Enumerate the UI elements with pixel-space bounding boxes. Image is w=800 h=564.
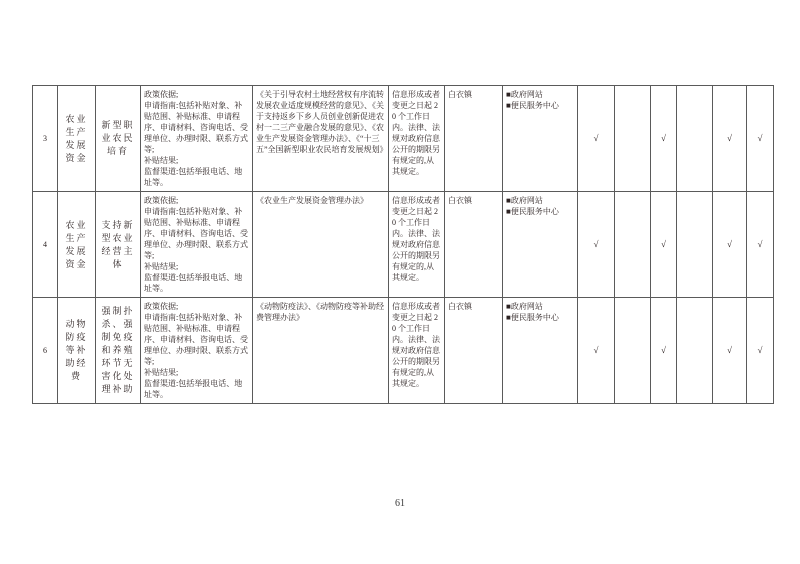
content-line: 政策依据; (144, 302, 179, 311)
disclosure-subject-cell: 白衣镇 (445, 298, 503, 404)
policy-basis-cell: 《动物防疫法》、《动物防疫等补助经费管理办法》 (253, 298, 389, 404)
table-row (33, 192, 774, 298)
row-number-cell: 4 (33, 192, 58, 298)
time-limit-cell: 信息形成或者变更之日起 20 个工作日内。法律、法规对政府信息公开的期限另有规定的,从其规定。 (389, 298, 445, 404)
disclosure-channel-cell (503, 192, 578, 298)
content-line: 补贴结果; (144, 368, 179, 377)
policy-basis-cell: 《农业生产发展资金管理办法》 (253, 192, 389, 298)
check-cell: √ (651, 86, 677, 192)
check-cell (677, 192, 713, 298)
subsidy-item-cell: 强制扑杀、强制免疫和养殖环节无害化处理补助 (96, 298, 141, 404)
row-number-cell: 3 (33, 86, 58, 192)
table-row (33, 86, 774, 192)
disclosure-subject-cell: 白衣镇 (445, 192, 503, 298)
fund-category-cell: 农业生产发展资金 (58, 86, 96, 192)
channel-government-website: ■政府网站 (506, 90, 543, 99)
check-cell: √ (713, 192, 747, 298)
channel-service-center: ■便民服务中心 (506, 207, 559, 216)
content-line: 补贴结果; (144, 156, 179, 165)
check-cell: √ (747, 298, 774, 404)
disclosure-channel-cell (503, 298, 578, 404)
check-cell (615, 192, 651, 298)
fund-category-cell: 农业生产发展资金 (58, 192, 96, 298)
check-cell: √ (578, 298, 615, 404)
check-cell: √ (651, 298, 677, 404)
content-line: 申请指南:包括补贴对象、补贴范围、补贴标准、申请程序、申请材料、咨询电话、受理单位、办理时限、联系方式等; (144, 207, 248, 260)
check-cell (677, 86, 713, 192)
policy-basis-cell: 《关于引导农村土地经营权有序流转发展农业适度规模经营的意见》、《关于支持返乡下乡人员创业创新促进农村一二三产业融合发展的意见》、《农业生产发展资金管理办法》、《“十三五”全国新型职业农民培育发展规划》 (253, 86, 389, 192)
channel-government-website: ■政府网站 (506, 302, 543, 311)
content-line: 政策依据; (144, 90, 179, 99)
disclosure-channel-cell (503, 86, 578, 192)
table-row (33, 298, 774, 404)
check-cell: √ (578, 86, 615, 192)
disclosure-content-cell (141, 86, 253, 192)
disclosure-subject-cell: 白衣镇 (445, 86, 503, 192)
content-line: 申请指南:包括补贴对象、补贴范围、补贴标准、申请程序、申请材料、咨询电话、受理单位、办理时限、联系方式等; (144, 313, 248, 366)
time-limit-cell: 信息形成或者变更之日起 20 个工作日内。法律、法规对政府信息公开的期限另有规定的,从其规定。 (389, 86, 445, 192)
check-cell (615, 298, 651, 404)
check-cell (615, 86, 651, 192)
channel-government-website: ■政府网站 (506, 196, 543, 205)
row-number-cell: 6 (33, 298, 58, 404)
disclosure-content-cell (141, 298, 253, 404)
subsidy-item-cell: 支持新型农业经营主体 (96, 192, 141, 298)
disclosure-catalog-table (32, 85, 774, 404)
check-cell: √ (651, 192, 677, 298)
content-line: 补贴结果; (144, 262, 179, 271)
check-cell: √ (747, 192, 774, 298)
time-limit-cell: 信息形成或者变更之日起 20 个工作日内。法律、法规对政府信息公开的期限另有规定的,从其规定。 (389, 192, 445, 298)
content-line: 监督渠道:包括举报电话、地址等。 (144, 273, 243, 293)
subsidy-item-cell: 新型职业农民培育 (96, 86, 141, 192)
content-line: 申请指南:包括补贴对象、补贴范围、补贴标准、申请程序、申请材料、咨询电话、受理单位、办理时限、联系方式等; (144, 101, 248, 154)
channel-service-center: ■便民服务中心 (506, 313, 559, 322)
check-cell: √ (713, 298, 747, 404)
check-cell: √ (713, 86, 747, 192)
content-line: 政策依据; (144, 196, 179, 205)
check-cell (677, 298, 713, 404)
check-cell: √ (747, 86, 774, 192)
channel-service-center: ■便民服务中心 (506, 101, 559, 110)
content-line: 监督渠道:包括举报电话、地址等。 (144, 379, 243, 399)
content-line: 监督渠道:包括举报电话、地址等。 (144, 167, 243, 187)
fund-category-cell: 动物防疫等补助经费 (58, 298, 96, 404)
check-cell: √ (578, 192, 615, 298)
page-number: 61 (395, 498, 405, 509)
disclosure-content-cell (141, 192, 253, 298)
